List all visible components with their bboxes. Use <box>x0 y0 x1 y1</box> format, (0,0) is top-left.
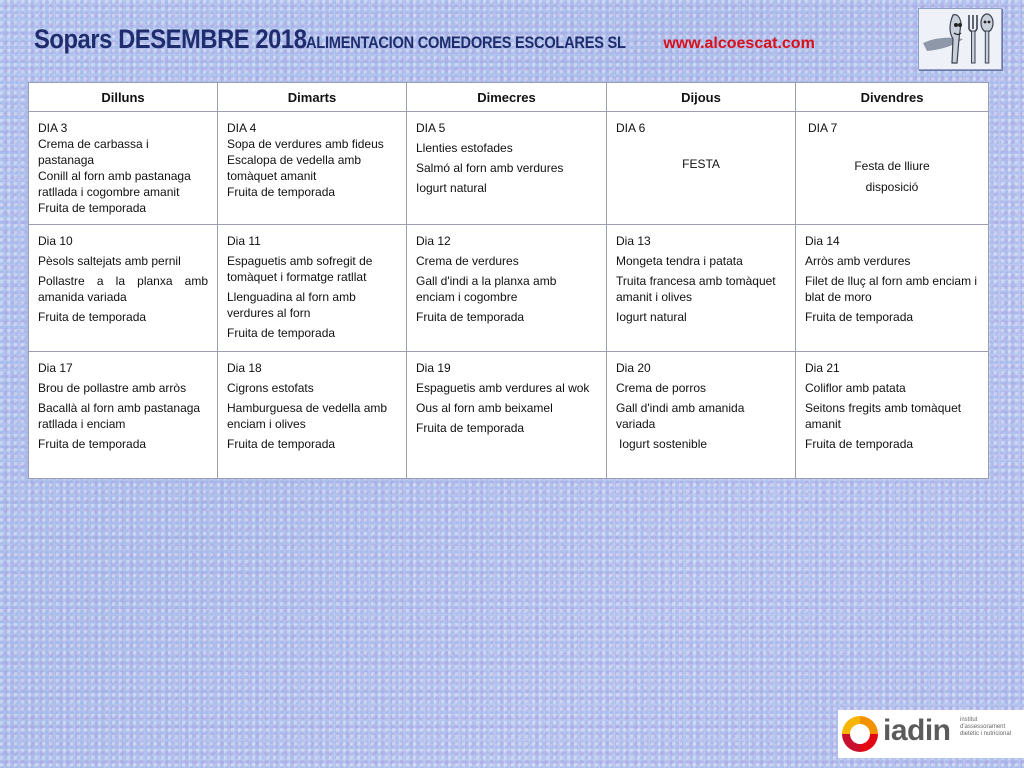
dish: Arròs amb verdures <box>805 254 911 268</box>
weekly-dinner-menu-table <box>28 82 989 479</box>
dish: Espaguetis amb verdures al wok <box>416 381 590 395</box>
menu-cell <box>796 112 989 225</box>
dish: Seitons fregits amb tomàquet amanit <box>805 401 962 431</box>
cutlery-icon <box>918 8 1002 70</box>
iadin-swirl-icon <box>838 710 882 758</box>
dish: Crema de verdures <box>416 254 519 268</box>
website-link[interactable]: www.alcoescat.com <box>663 35 815 52</box>
menu-cell <box>218 112 407 225</box>
menu-cell <box>407 352 607 479</box>
column-header-dimarts: Dimarts <box>218 83 407 112</box>
holiday-label: Festa de lliure disposició <box>854 159 930 194</box>
dish: Fruita de temporada <box>227 437 336 451</box>
dish: Crema de carbassa i pastanaga <box>38 137 149 167</box>
dish: Filet de lluç al forn amb enciam i blat de moro <box>805 274 978 304</box>
menu-cell <box>29 112 218 225</box>
menu-cell <box>218 225 407 352</box>
dish: Conill al forn amb pastanaga ratllada i cogombre amanit <box>38 169 191 199</box>
dish: Pollastre a la planxa amb amanida variada <box>38 274 208 304</box>
day-label: Dia 20 <box>616 361 651 375</box>
day-label: Dia 11 <box>227 234 261 248</box>
menu-cell <box>796 352 989 479</box>
page-title <box>34 24 815 60</box>
menu-cell <box>218 352 407 479</box>
day-label: Dia 14 <box>805 234 840 248</box>
table-row <box>29 112 989 225</box>
day-label: DIA 3 <box>38 121 68 135</box>
column-header-divendres: Divendres <box>796 83 989 112</box>
dish: Coliflor amb patata <box>805 381 906 395</box>
dish: Ous al forn amb beixamel <box>416 401 553 415</box>
dish: Fruita de temporada <box>805 437 914 451</box>
dish: Fruita de temporada <box>38 310 147 324</box>
dish: Cigrons estofats <box>227 381 314 395</box>
day-label: Dia 18 <box>227 361 262 375</box>
dish: Fruita de temporada <box>805 310 914 324</box>
dish: Llenguadina al forn amb verdures al forn <box>227 290 356 320</box>
dish: Fruita de temporada <box>416 310 525 324</box>
holiday-label: FESTA <box>682 157 720 171</box>
company-name: ALIMENTACION COMEDORES ESCOLARES SL <box>305 33 626 52</box>
dish: Iogurt sostenible <box>619 437 708 451</box>
iadin-logo <box>838 710 1024 758</box>
dish: Crema de porros <box>616 381 707 395</box>
day-label: Dia 21 <box>805 361 840 375</box>
dish: Fruita de temporada <box>38 201 147 215</box>
dish: Bacallà al forn amb pastanaga ratllada i enciam <box>38 401 201 431</box>
menu-cell <box>29 225 218 352</box>
menu-cell <box>607 112 796 225</box>
table-header-row <box>29 83 989 112</box>
column-header-dijous: Dijous <box>607 83 796 112</box>
dish: Salmó al forn amb verdures <box>416 161 564 175</box>
dish: Fruita de temporada <box>416 421 525 435</box>
column-header-dimecres: Dimecres <box>407 83 607 112</box>
dish: Iogurt natural <box>616 310 687 324</box>
menu-cell <box>796 225 989 352</box>
day-label: DIA 6 <box>616 121 646 135</box>
menu-cell <box>607 352 796 479</box>
menu-cell <box>607 225 796 352</box>
iadin-tagline: institut d'assessorament dietètic i nutricional <box>960 717 1012 737</box>
dish: Fruita de temporada <box>38 437 147 451</box>
dish: Mongeta tendra i patata <box>616 254 743 268</box>
dish: Iogurt natural <box>416 181 487 195</box>
menu-cell <box>29 352 218 479</box>
day-label: Dia 17 <box>38 361 73 375</box>
dish: Escalopa de vedella amb tomàquet amanit <box>227 153 362 183</box>
column-header-dilluns: Dilluns <box>29 83 218 112</box>
day-label: DIA 7 <box>808 121 838 135</box>
dish: Espaguetis amb sofregit de tomàquet i formatge ratllat <box>227 254 373 284</box>
dish: Gall d'indi a la planxa amb enciam i cogombre <box>416 274 557 304</box>
menu-title: Sopars DESEMBRE 2018 <box>34 24 307 54</box>
menu-cell <box>407 112 607 225</box>
iadin-brand: iadin <box>883 714 951 747</box>
day-label: DIA 5 <box>416 121 446 135</box>
dish: Hamburguesa de vedella amb enciam i olives <box>227 401 388 431</box>
dish: Sopa de verdures amb fideus <box>227 137 384 151</box>
day-label: DIA 4 <box>227 121 257 135</box>
dish: Pèsols saltejats amb pernil <box>38 254 181 268</box>
table-row <box>29 352 989 479</box>
dish: Truita francesa amb tomàquet amanit i olives <box>616 274 776 304</box>
dish: Brou de pollastre amb arròs <box>38 381 187 395</box>
day-label: Dia 12 <box>416 234 451 248</box>
dish: Gall d'indi amb amanida variada <box>616 401 745 431</box>
menu-cell <box>407 225 607 352</box>
dish: Fruita de temporada <box>227 326 336 340</box>
dish: Llenties estofades <box>416 141 513 155</box>
day-label: Dia 19 <box>416 361 451 375</box>
table-row <box>29 225 989 352</box>
day-label: Dia 10 <box>38 234 73 248</box>
day-label: Dia 13 <box>616 234 651 248</box>
dish: Fruita de temporada <box>227 185 336 199</box>
